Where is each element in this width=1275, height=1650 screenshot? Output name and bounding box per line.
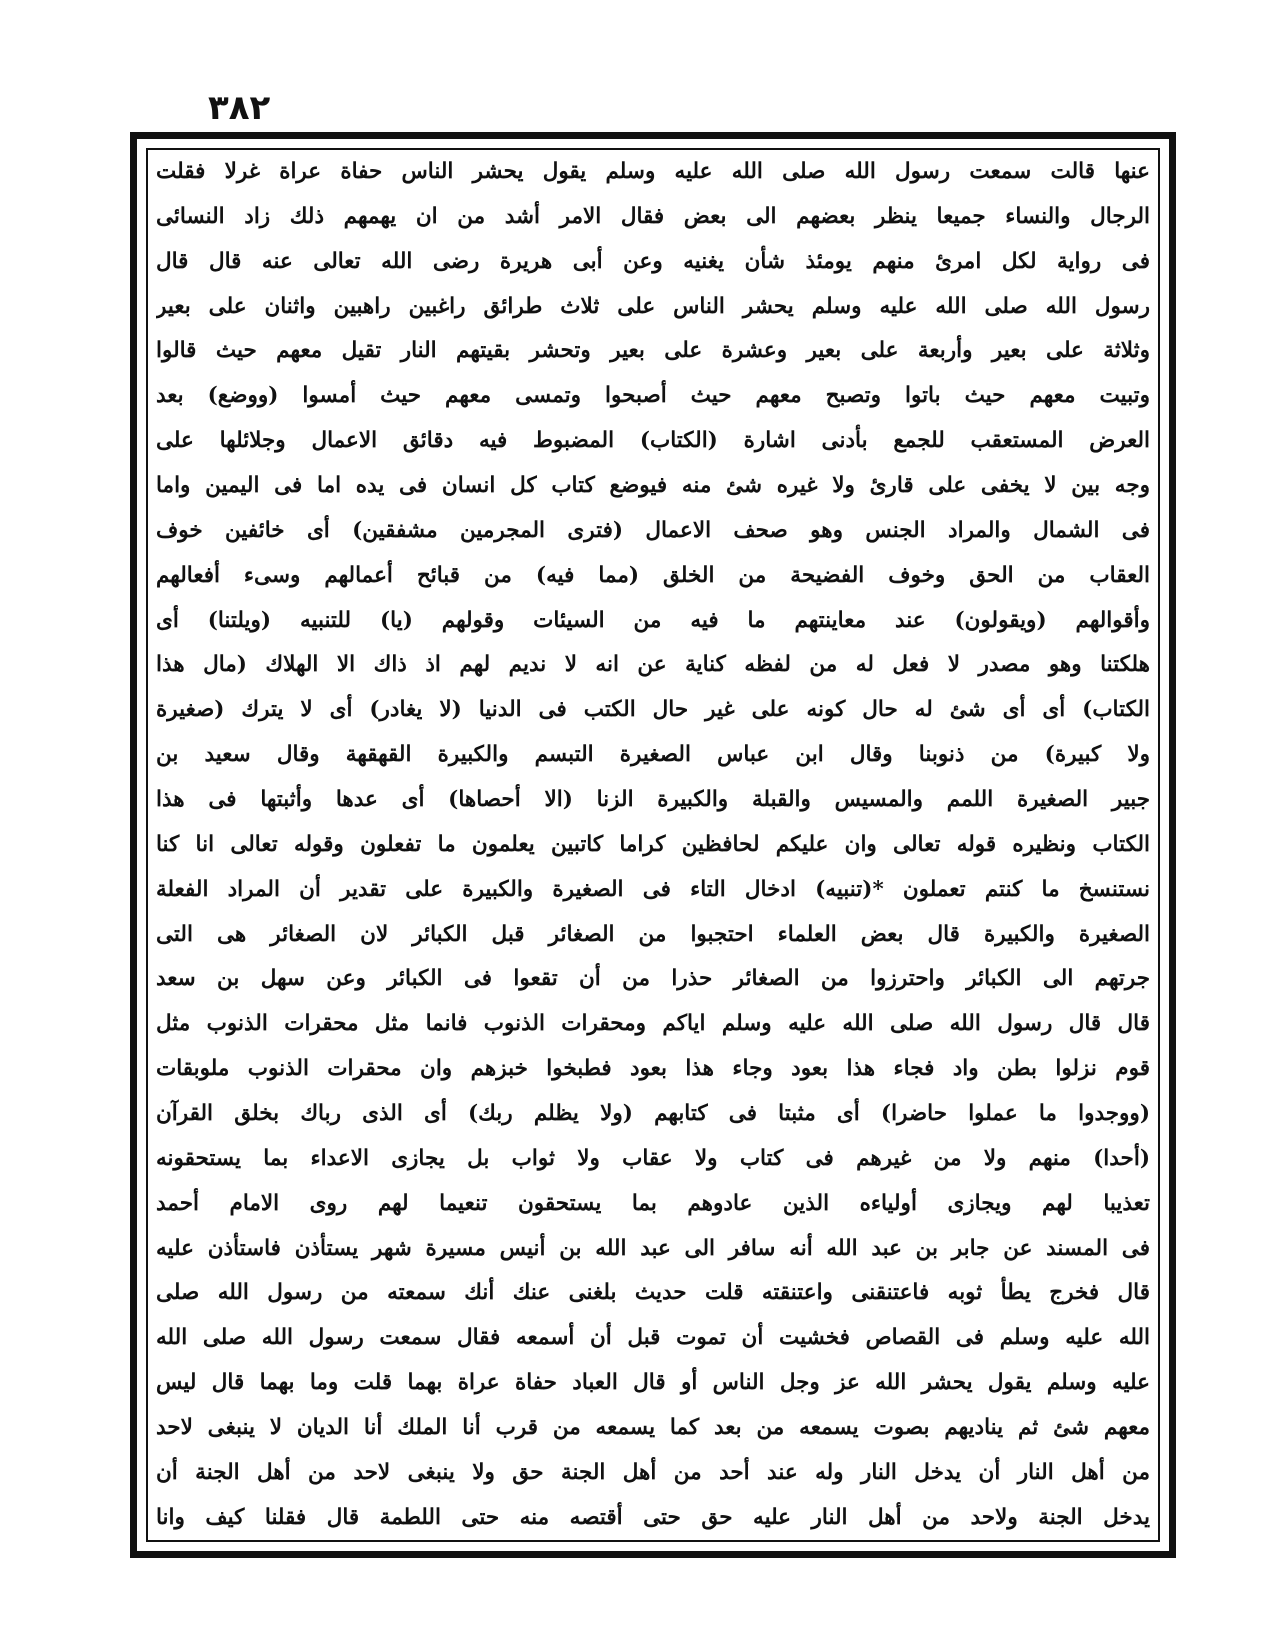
text-line: وثلاثة على بعير وأربعة على بعير وعشرة على بعير وتحشر بقيتهم النار تقيل معهم حيث قالوا [156, 338, 1150, 364]
text-line: وتبيت معهم حيث باتوا وتصبح معهم حيث أصبحوا وتمسى معهم حيث أمسوا (ووضع) بعد [156, 383, 1150, 409]
text-line: هلكتنا وهو مصدر لا فعل له من لفظه كناية عن انه لا نديم لهم اذ ذاك الا الهلاك (مال هذا [156, 652, 1150, 678]
text-line: قال قال رسول الله صلى الله عليه وسلم اياكم ومحقرات الذنوب فانما مثل محقرات الذنوب مثل [156, 1011, 1150, 1037]
text-line: تعذيبا لهم ويجازى أولياءه الذين عادوهم بما يستحقون تنعيما لهم روى الامام أحمد [156, 1190, 1150, 1216]
text-line: (أحدا) منهم ولا من غيرهم فى كتاب ولا عقاب ولا ثواب بل يجازى الاعداء بما يستحقونه [156, 1145, 1150, 1171]
text-line: جرتهم الى الكبائر واحترزوا من الصغائر حذرا من أن تقعوا فى الكبائر وعن سهل بن سعد [156, 966, 1150, 992]
text-line: فى المسند عن جابر بن عبد الله أنه سافر الى عبد الله بن أنيس مسيرة شهر يستأذن فاستأذن عليه [156, 1235, 1150, 1261]
text-line: رسول الله صلى الله عليه وسلم يحشر الناس على ثلاث طرائق راغبين راهبين واثنان على بعير [156, 293, 1150, 319]
text-line: الله عليه وسلم فى القصاص فخشيت أن تموت قبل أن أسمعه فقال سمعت رسول الله صلى الله [156, 1325, 1150, 1351]
text-line: نستنسخ ما كنتم تعملون *(تنبيه) ادخال التاء فى الصغيرة والكبيرة على تقدير أن المراد الفعلة [156, 876, 1150, 902]
text-line: معهم شئ ثم يناديهم بصوت يسمعه من بعد كما يسمعه من قرب أنا الملك أنا الديان لا ينبغى لاحد [156, 1415, 1150, 1441]
text-line: قوم نزلوا بطن واد فجاء هذا بعود وجاء هذا بعود فطبخوا خبزهم وان محقرات الذنوب ملوبقات [156, 1056, 1150, 1082]
text-line: العرض المستعقب للجمع بأدنى اشارة (الكتاب) المضبوط فيه دقائق الاعمال وجلائلها على [156, 428, 1150, 454]
page-number: ٣٨٢ [208, 88, 271, 128]
text-line: وأقوالهم (ويقولون) عند معاينتهم ما فيه من السيئات وقولهم (يا) للتنبيه (ويلتنا) أى [156, 607, 1150, 633]
text-line: (ووجدوا ما عملوا حاضرا) أى مثبتا فى كتابهم (ولا يظلم ربك) أى الذى رباك بخلق القرآن [156, 1101, 1150, 1127]
text-line: من أهل النار أن يدخل النار وله عند أحد من أهل الجنة حق ولا ينبغى لاحد من أهل الجنة أن [156, 1459, 1150, 1485]
text-line: قال فخرج يطأ ثوبه فاعتنقنى واعتنقته قلت حديث بلغنى عنك أنك سمعته من رسول الله صلى [156, 1280, 1150, 1306]
text-line: وجه بين لا يخفى على قارئ ولا غيره شئ منه فيوضع كتاب كل انسان فى يده اما فى اليمين واما [156, 473, 1150, 499]
text-line: عليه وسلم يقول يحشر الله عز وجل الناس أو قال العباد حفاة عراة بهما قلت وما بهما قال ليس [156, 1370, 1150, 1396]
text-line: الكتاب) أى أى شئ له حال كونه على غير حال الكتب فى الدنيا (لا يغادر) أى لا يترك (صغيرة [156, 697, 1150, 723]
text-line: ولا كبيرة) من ذنوبنا وقال ابن عباس الصغيرة التبسم والكبيرة القهقهة وقال سعيد بن [156, 742, 1150, 768]
text-line: الرجال والنساء جميعا ينظر بعضهم الى بعض فقال الامر أشد من ان يهمهم ذلك زاد النسائى [156, 203, 1150, 229]
text-line: العقاب من الحق وخوف الفضيحة من الخلق (مما فيه) من قبائح أعمالهم وسىء أفعالهم [156, 562, 1150, 588]
text-line: فى رواية لكل امرئ منهم يومئذ شأن يغنيه وعن أبى هريرة رضى الله تعالى عنه قال قال [156, 248, 1150, 274]
page-body-text [150, 150, 1156, 1540]
text-line: عنها قالت سمعت رسول الله صلى الله عليه وسلم يقول يحشر الناس حفاة عراة غرلا فقلت [156, 159, 1150, 184]
text-line: يدخل الجنة ولاحد من أهل النار عليه حق حتى أقتصه منه حتى اللطمة قال فقلنا كيف وانا [156, 1504, 1150, 1530]
text-line: جبير الصغيرة اللمم والمسيس والقبلة والكبيرة الزنا (الا أحصاها) أى عدها وأثبتها فى هذا [156, 787, 1150, 813]
text-line: فى الشمال والمراد الجنس وهو صحف الاعمال (فترى المجرمين مشفقين) أى خائفين خوف [156, 517, 1150, 543]
text-line: الصغيرة والكبيرة قال بعض العلماء احتجبوا من الصغائر قبل الكبائر لان الصغائر هى التى [156, 921, 1150, 947]
text-line: الكتاب ونظيره قوله تعالى وان عليكم لحافظين كراما كاتبين يعلمون ما تفعلون وقوله تعالى انا كنا [156, 831, 1150, 857]
